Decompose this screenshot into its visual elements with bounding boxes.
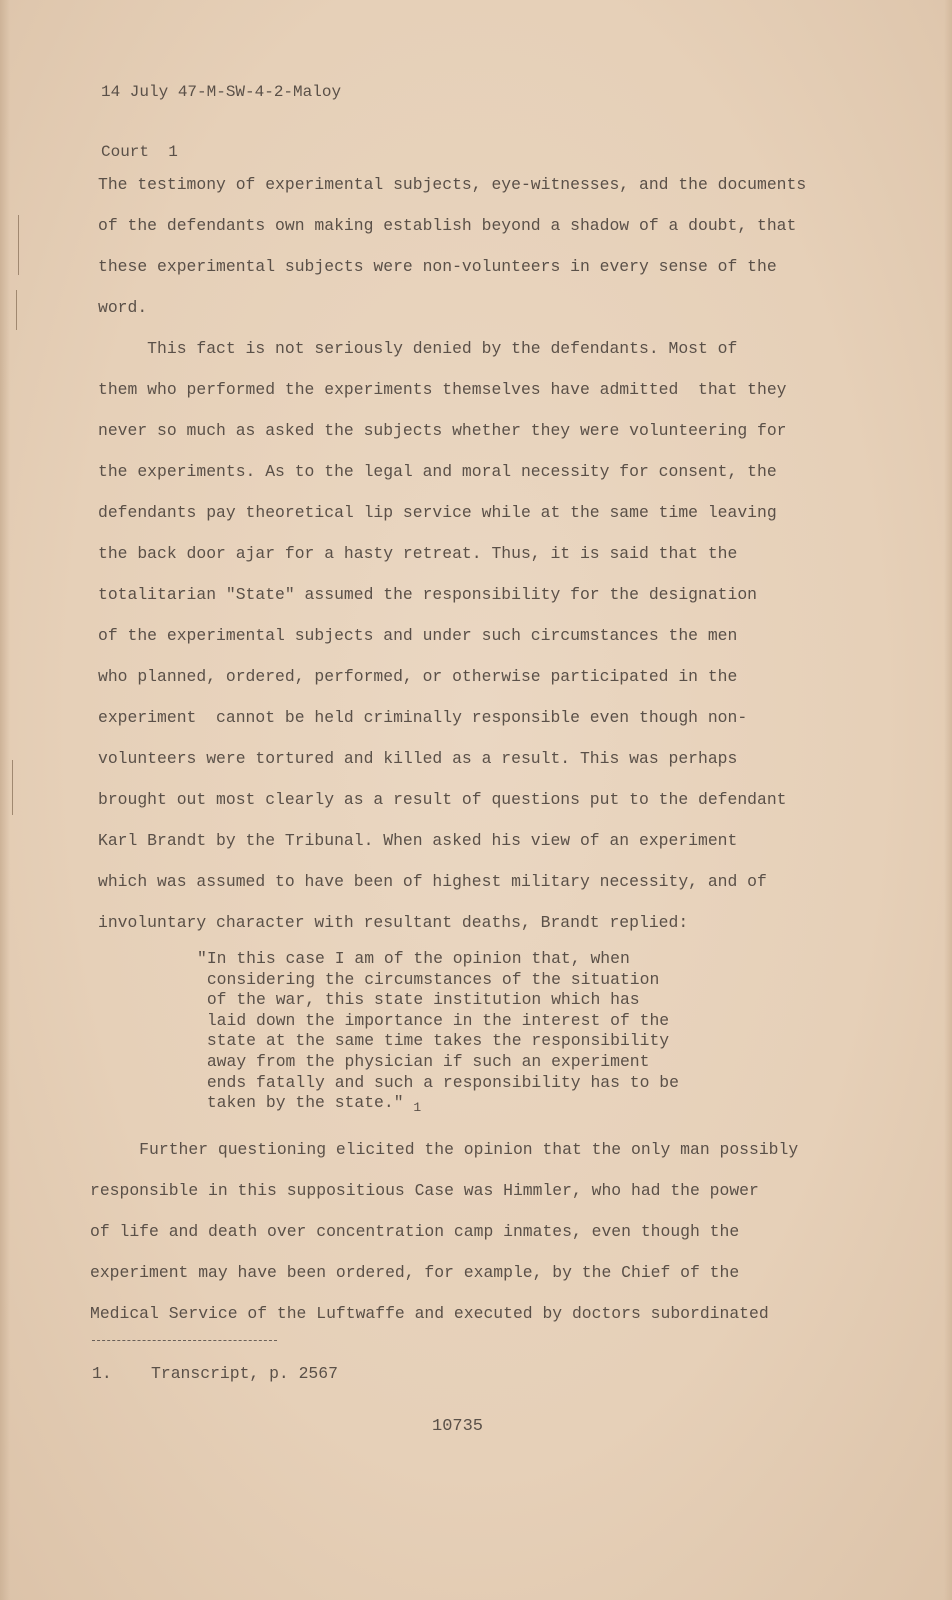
quote-line: ends fatally and such a responsibility has to be	[197, 1072, 679, 1092]
text-line: experiment cannot be held criminally responsible even though non-	[98, 708, 748, 727]
quote-line: taken by the state."	[197, 1093, 404, 1113]
text-line: never so much as asked the subjects whether they were volunteering for	[98, 421, 787, 440]
text-line: brought out most clearly as a result of questions put to the defendant	[98, 790, 787, 809]
quote-line: away from the physician if such an experiment	[197, 1051, 650, 1071]
footnote-text: Transcript, p. 2567	[151, 1364, 338, 1383]
text-line: of life and death over concentration camp inmates, even though the	[90, 1222, 740, 1241]
text-line: which was assumed to have been of highest military necessity, and of	[98, 872, 767, 891]
text-line: of the defendants own making establish beyond a shadow of a doubt, that	[98, 216, 797, 235]
page-number: 10735	[432, 1417, 484, 1436]
quote-line: "In this case I am of the opinion that, when	[197, 949, 630, 968]
reference-line: 14 July 47-M-SW-4-2-Maloy	[101, 83, 342, 101]
text-line: involuntary character with resultant deaths, Brandt replied:	[98, 913, 689, 932]
margin-mark	[18, 215, 19, 275]
text-line: them who performed the experiments themselves have admitted that they	[98, 380, 787, 399]
paragraph-1	[98, 164, 858, 328]
quote-line: laid down the importance in the interest of the	[197, 1010, 670, 1030]
text-line: totalitarian "State" assumed the responsibility for the designation	[98, 585, 758, 604]
text-line: This fact is not seriously denied by the defendants. Most of	[98, 339, 738, 358]
text-line: the experiments. As to the legal and moral necessity for consent, the	[98, 462, 777, 481]
quote-line: considering the circumstances of the situation	[197, 969, 660, 989]
text-line: word.	[98, 298, 148, 317]
footnote-separator	[92, 1340, 277, 1341]
text-line: volunteers were tortured and killed as a result. This was perhaps	[98, 749, 738, 768]
main-text	[98, 164, 858, 943]
court-line: Court 1	[101, 143, 178, 161]
margin-mark	[12, 760, 13, 815]
text-line: the back door ajar for a hasty retreat. Thus, it is said that the	[98, 544, 738, 563]
text-line: Karl Brandt by the Tribunal. When asked his view of an experiment	[98, 831, 738, 850]
text-line: The testimony of experimental subjects, eye-witnesses, and the documents	[98, 175, 807, 194]
footnote-number: 1.	[92, 1364, 112, 1383]
quote-line: state at the same time takes the responsibility	[197, 1031, 670, 1051]
quote-line: of the war, this state institution which has	[197, 990, 640, 1010]
text-line: of the experimental subjects and under such circumstances the men	[98, 626, 738, 645]
footnote	[92, 1364, 338, 1383]
text-line: defendants pay theoretical lip service while at the same time leaving	[98, 503, 777, 522]
paragraph-2	[98, 328, 858, 943]
text-line: responsible in this suppositious Case was Himmler, who had the power	[90, 1181, 759, 1200]
text-line: these experimental subjects were non-volunteers in every sense of the	[98, 257, 777, 276]
footnote-marker: 1	[413, 1100, 422, 1116]
paragraph-3	[90, 1129, 850, 1334]
text-line: experiment may have been ordered, for example, by the Chief of the	[90, 1263, 740, 1282]
text-line: Further questioning elicited the opinion that the only man possibly	[90, 1140, 799, 1159]
text-line: who planned, ordered, performed, or otherwise participated in the	[98, 667, 738, 686]
text-line: Medical Service of the Luftwaffe and executed by doctors subordinated	[90, 1304, 769, 1323]
margin-mark	[16, 290, 17, 330]
block-quote	[197, 949, 679, 1114]
quote-line-last	[197, 1093, 679, 1114]
